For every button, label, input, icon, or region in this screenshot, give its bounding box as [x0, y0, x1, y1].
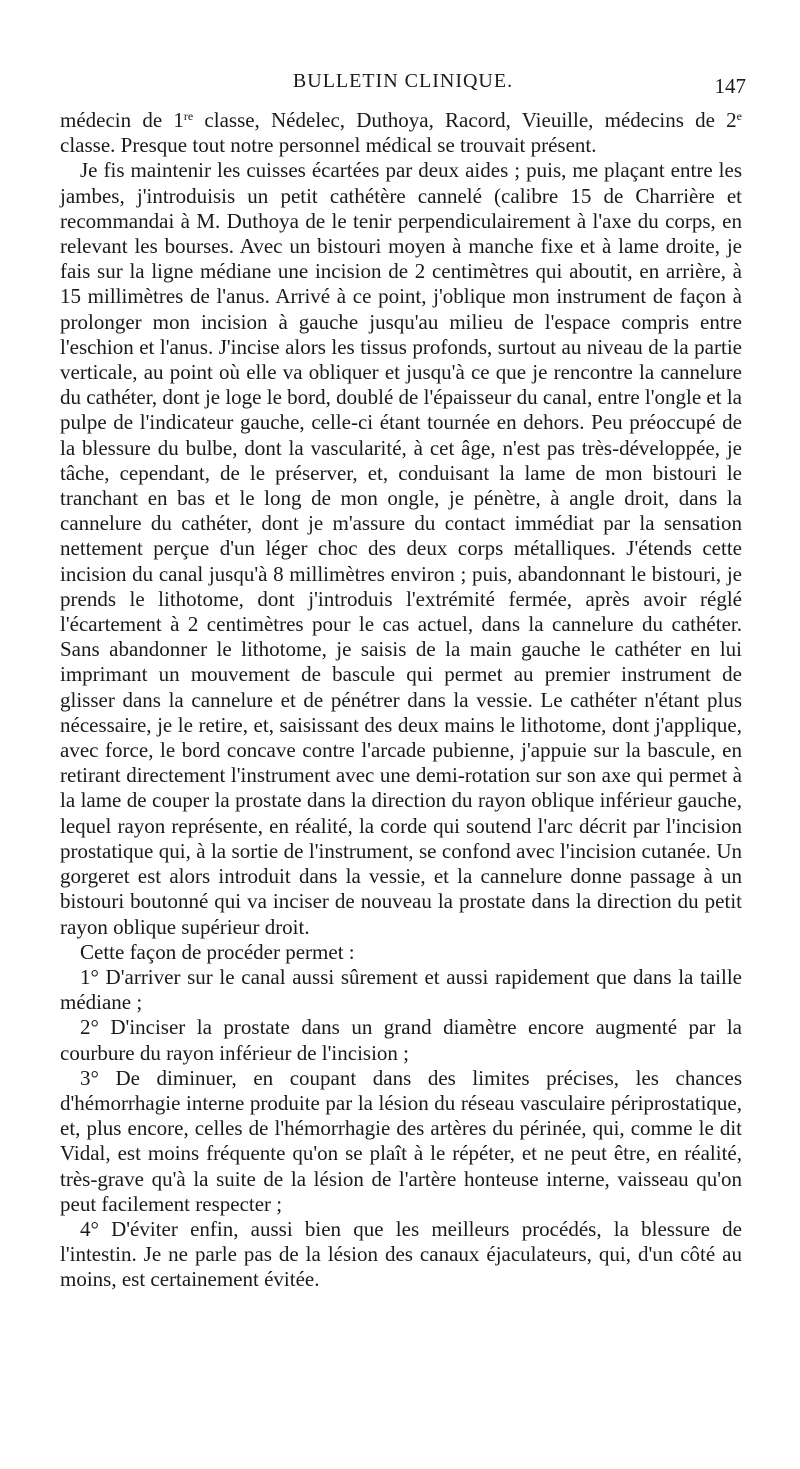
paragraph-procedure: Je fis maintenir les cuisses écartées par deux aides ; puis, me plaçant entre les jambes, j'introduisis un petit cathétère cannelé (calibre 15 de Charrière et recommandai à M. Duthoya de le tenir perpendiculairement à l'axe du corps, en relevant les bourses. Avec un bistouri moyen à manche fixe et à lame droite, je fais sur la ligne médiane une incision de 2 centimètres qui aboutit, en arrière, à 15 millimètres de l'anus. Arrivé à ce point, j'oblique mon instrument de façon à prolonger mon incision à gauche jusqu'au milieu de l'espace compris entre l'eschion et l'anus. J'incise alors les tissus profonds, surtout au niveau de la partie verticale, au point où elle va obliquer et jusqu'à ce que je rencontre la cannelure du cathéter, dont je loge le bord, doublé de l'épaisseur du canal, entre l'ongle et la pulpe de l'indicateur gauche, celle-ci étant tournée en dehors. Peu préoccupé de la blessure du bulbe, dont la vascularité, à cet âge, n'est pas très-développée, je tâche, cependant, de le préserver, et, conduisant la lame de mon bistouri le tranchant en bas et le long de mon ongle, je pénètre, à angle droit, dans la cannelure du cathéter, dont je m'assure du contact immédiat par la sensation nettement perçue d'un léger choc des deux corps métalliques. J'étends cette incision du canal jusqu'à 8 millimètres environ ; puis, abandonnant le bistouri, je prends le lithotome, dont j'introduis l'extrémité fermée, après avoir réglé l'écartement à 2 centimètres pour le cas actuel, dans la cannelure du cathéter. Sans abandonner le lithotome, je saisis de la main gauche le cathéter en lui imprimant un mouvement de bascule qui permet au premier instrument de glisser dans la cannelure et de pénétrer dans la vessie. Le cathéter n'étant plus nécessaire, je le retire, et, saisissant des deux mains le lithotome, dont j'applique, avec force, le bord concave contre l'arcade pubienne, j'appuie sur la bascule, en retirant directement l'instrument avec une demi-rotation sur son axe qui permet à la lame de couper la prostate dans la direction du rayon oblique inférieur gauche, lequel rayon représente, en réalité, la corde qui soutend l'arc décrit par l'incision prostatique qui, à la sortie de l'instrument, se confond avec l'incision cutanée. Un gorgeret est alors introduit dans la vessie, et la cannelure donne passage à un bistouri boutonné qui va inciser de nouveau la prostate dans la direction du petit rayon oblique supérieur droit. — [60, 158, 742, 939]
page-number: 147 — [714, 74, 746, 98]
paragraph-text: classe, Nédelec, Duthoya, Racord, Vieuille, médecins de 2 — [193, 108, 737, 132]
running-title: BULLETIN CLINIQUE. — [292, 70, 514, 92]
superscript: e — [736, 109, 742, 123]
paragraph-text: médecin de 1 — [60, 108, 184, 132]
body-text — [60, 108, 742, 1293]
running-head — [60, 70, 746, 100]
list-item-2: 2° D'inciser la prostate dans un grand diamètre encore augmenté par la courbure du rayon inférieur de l'incision ; — [60, 1015, 742, 1065]
superscript: re — [183, 109, 194, 123]
paragraph-continuation — [60, 108, 742, 158]
paragraph-intro-list: Cette façon de procéder permet : — [80, 939, 355, 964]
list-item-4: 4° D'éviter enfin, aussi bien que les meilleurs procédés, la blessure de l'intestin. Je ne parle pas de la lésion des canaux éjaculateurs, qui, d'un côté au moins, est certainement évitée. — [60, 1216, 742, 1292]
list-item-1: 1° D'arriver sur le canal aussi sûrement et aussi rapidement que dans la taille médiane ; — [60, 964, 742, 1015]
paragraph-text: classe. Presque tout notre personnel médical se trouvait présent. — [60, 133, 597, 158]
list-item-3: 3° De diminuer, en coupant dans des limites précises, les chances d'hémorrhagie interne produite par la lésion du réseau vasculaire périprostatique, et, plus encore, celles de l'hémorrhagie des artères du périnée, qui, comme le dit Vidal, est moins fréquente qu'on se plaît à le répéter, et ne peut être, en réalité, très-grave qu'à la suite de la lésion de l'artère honteuse interne, vaisseau qu'on peut facilement respecter ; — [60, 1065, 742, 1216]
